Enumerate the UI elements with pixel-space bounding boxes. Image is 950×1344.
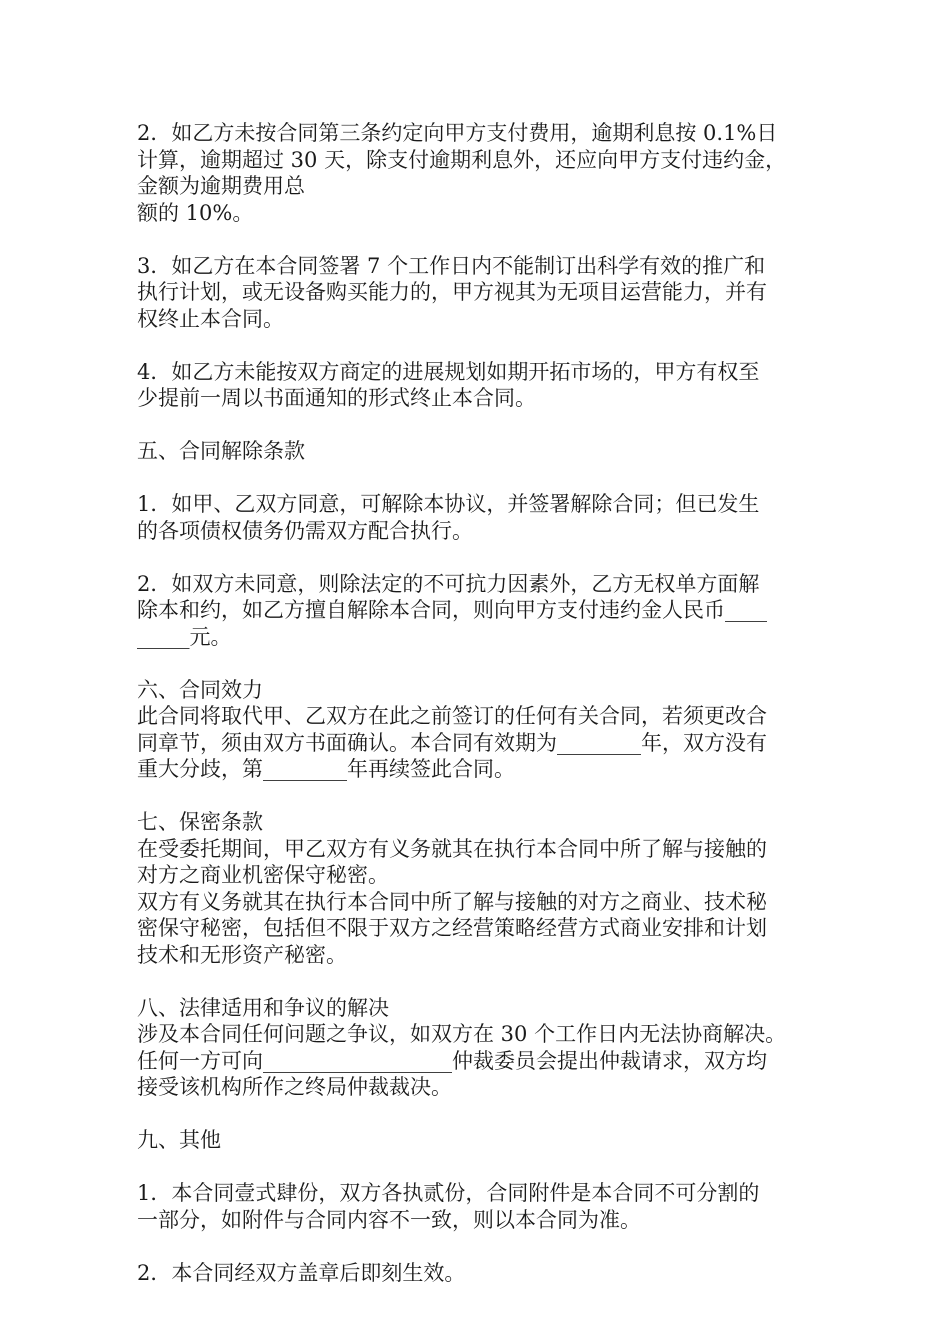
clause-4-3-promotion-plan: [137, 253, 827, 333]
text-line: 接受该机构所作之终局仲裁裁决。: [137, 1075, 452, 1099]
text-line: 3．如乙方在本合同签署 7 个工作日内不能制订出科学有效的推广和: [137, 253, 766, 278]
clause-5-1-mutual-termination: [137, 491, 827, 544]
paragraph-gap: [137, 412, 827, 439]
section-8-dispute-resolution: [137, 995, 827, 1101]
clause-9-1-copies: [137, 1180, 827, 1233]
text-line: 技术和无形资产秘密。: [137, 942, 347, 967]
text-line: 1．本合同壹式肆份，双方各执贰份，合同附件是本合同不可分割的: [137, 1181, 760, 1205]
text-line: 执行计划，或无设备购买能力的，甲方视其为无项目运营能力，并有: [137, 280, 767, 304]
paragraph-gap: [137, 332, 827, 359]
paragraph-gap: [137, 1101, 827, 1128]
text-line: 此合同将取代甲、乙双方在此之前签订的任何有关合同，若须更改合: [137, 704, 767, 728]
text-line: 2．本合同经双方盖章后即刻生效。: [137, 1260, 466, 1285]
text-line: 对方之商业机密保守秘密。: [137, 863, 389, 887]
section-6-contract-validity: [137, 677, 827, 783]
text-line: 2．如乙方未按合同第三条约定向甲方支付费用，逾期利息按 0.1%日: [137, 121, 778, 145]
paragraph-gap: [137, 226, 827, 253]
text-line: 任何一方可向__________________仲裁委员会提出仲裁请求，双方均: [137, 1048, 767, 1073]
section-7-confidentiality: [137, 809, 827, 968]
text-line: 1．如甲、乙双方同意，可解除本协议，并签署解除合同；但已发生: [137, 492, 760, 516]
text-line: 少提前一周以书面通知的形式终止本合同。: [137, 386, 536, 410]
text-line: 双方有义务就其在执行本合同中所了解与接触的对方之商业、技术秘: [137, 889, 767, 914]
text-line: 权终止本合同。: [137, 306, 284, 331]
clause-4-2-late-payment: [137, 120, 827, 226]
text-line: 五、合同解除条款: [137, 439, 305, 463]
paragraph-gap: [137, 1154, 827, 1181]
text-line: 密保守秘密，包括但不限于双方之经营策略经营方式商业安排和计划: [137, 916, 767, 940]
text-line: 一部分，如附件与合同内容不一致，则以本合同为准。: [137, 1207, 641, 1232]
paragraph-gap: [137, 783, 827, 810]
text-line: 七、保密条款: [137, 810, 263, 834]
section-9-heading: [137, 1127, 827, 1154]
section-5-heading: [137, 438, 827, 465]
text-line: _____元。: [137, 624, 232, 649]
paragraph-gap: [137, 1233, 827, 1260]
clause-9-2-effective: [137, 1260, 827, 1287]
text-line: 在受委托期间，甲乙双方有义务就其在执行本合同中所了解与接触的: [137, 836, 767, 861]
contract-page: [137, 120, 827, 1286]
text-line: 4．如乙方未能按双方商定的进展规划如期开拓市场的，甲方有权至: [137, 359, 760, 384]
paragraph-gap: [137, 968, 827, 995]
text-line: 同章节，须由双方书面确认。本合同有效期为________年，双方没有: [137, 730, 767, 755]
clause-4-4-market-development: [137, 359, 827, 412]
clause-5-2-unilateral-termination: [137, 571, 827, 651]
text-line: 除本和约，如乙方擅自解除本合同，则向甲方支付违约金人民币____: [137, 598, 767, 622]
text-line: 涉及本合同任何问题之争议，如双方在 30 个工作日内无法协商解决。: [137, 1022, 787, 1046]
text-line: 八、法律适用和争议的解决: [137, 995, 389, 1020]
text-line: 额的 10%。: [137, 200, 254, 225]
text-line: 计算，逾期超过 30 天，除支付逾期利息外，还应向甲方支付违约金，: [137, 147, 787, 172]
text-line: 九、其他: [137, 1128, 221, 1152]
text-line: 2．如双方未同意，则除法定的不可抗力因素外，乙方无权单方面解: [137, 571, 760, 596]
paragraph-gap: [137, 465, 827, 492]
text-line: 金额为逾期费用总: [137, 174, 305, 198]
paragraph-gap: [137, 650, 827, 677]
text-line: 六、合同效力: [137, 677, 263, 702]
paragraph-gap: [137, 544, 827, 571]
text-line: 的各项债权债务仍需双方配合执行。: [137, 518, 473, 543]
text-line: 重大分歧，第________年再续签此合同。: [137, 757, 515, 781]
